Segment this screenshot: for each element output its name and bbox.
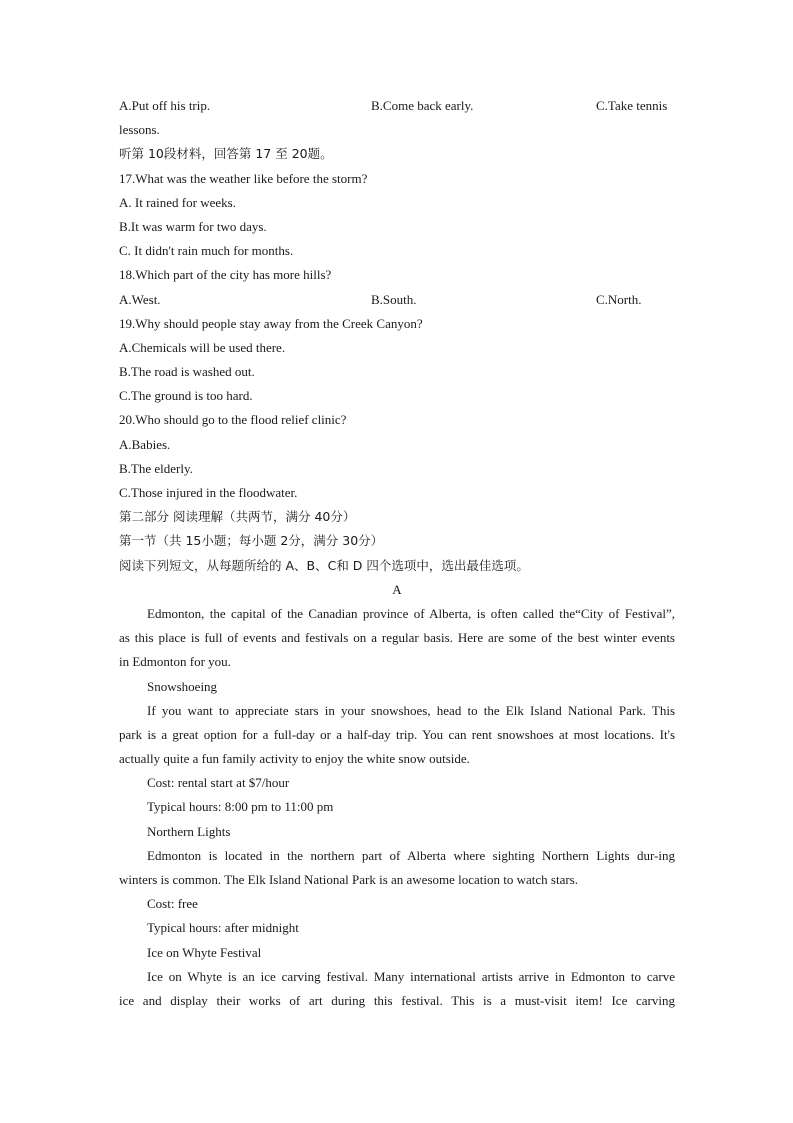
snowshoeing-hours: Typical hours: 8:00 pm to 11:00 pm	[147, 799, 334, 815]
passage-intro-line-3: in Edmonton for you.	[119, 654, 231, 670]
q18-option-c: C.North.	[596, 291, 642, 307]
q20-option-c: C.Those injured in the floodwater.	[119, 485, 298, 500]
northern-lights-title: Northern Lights	[147, 823, 231, 839]
q16-option-b: B.Come back early.	[371, 98, 474, 113]
section10-instruction: 听第 10段材料，回答第 17 至 20题。	[119, 146, 333, 162]
q18-question: 18.Which part of the city has more hills?	[119, 267, 332, 283]
q17-option-a: A. It rained for weeks.	[119, 194, 236, 210]
q16-options-row	[119, 94, 675, 118]
northern-lights-hours: Typical hours: after midnight	[147, 920, 299, 936]
snowshoeing-body-line-1: If you want to appreciate stars in your snowshoes, head to the Elk Island National Park. This	[147, 702, 675, 718]
passage-label: A	[392, 581, 402, 597]
q18-options-row	[119, 288, 675, 312]
snowshoeing-body-line-2: park is a great option for a full-day or a half-day trip. You can rent snowshoes at most locations. It's	[119, 726, 675, 742]
q16-option-a: A.Put off his trip.	[119, 98, 211, 113]
q18-option-a: A.West.	[119, 291, 161, 307]
reading-instruction: 阅读下列短文，从每题所给的 A、B、C和 D 四个选项中，选出最佳选项。	[119, 557, 529, 573]
q19-option-c: C.The ground is too hard.	[119, 388, 253, 404]
northern-lights-cost: Cost: free	[147, 896, 198, 912]
snowshoeing-title: Snowshoeing	[147, 678, 218, 694]
q16-option-c-continued: lessons.	[119, 122, 160, 138]
q20-option-b: B.The elderly.	[119, 460, 193, 476]
q19-option-b: B.The road is washed out.	[119, 364, 255, 380]
q19-option-a: A.Chemicals will be used there.	[119, 339, 286, 355]
q16-option-c: C.Take tennis	[596, 98, 668, 113]
q20-option-a: A.Babies.	[119, 436, 171, 452]
ice-on-whyte-title: Ice on Whyte Festival	[147, 944, 262, 960]
passage-intro-line-2: as this place is full of events and festivals on a regular basis. Here are some of the best winter events	[119, 630, 675, 646]
q20-question: 20.Who should go to the flood relief clinic?	[119, 412, 347, 428]
document-page	[119, 94, 675, 1013]
q19-question: 19.Why should people stay away from the Creek Canyon?	[119, 315, 423, 331]
q17-option-c: C. It didn't rain much for months.	[119, 243, 294, 259]
snowshoeing-body-line-3: actually quite a fun family activity to enjoy the white snow outside.	[119, 751, 470, 767]
northern-lights-body-line-2: winters is common. The Elk Island National Park is an awesome location to watch stars.	[119, 872, 578, 887]
q18-option-b: B.South.	[371, 291, 417, 307]
snowshoeing-cost: Cost: rental start at $7/hour	[147, 775, 290, 791]
part2-heading: 第二部分 阅读理解（共两节，满分 40分）	[119, 509, 356, 525]
q17-question: 17.What was the weather like before the storm?	[119, 170, 368, 186]
section1-heading: 第一节（共 15小题；每小题 2分，满分 30分）	[119, 533, 384, 549]
q17-option-b: B.It was warm for two days.	[119, 218, 267, 234]
passage-intro-line-1: Edmonton, the capital of the Canadian province of Alberta, is often called the“City of Festival”,	[147, 605, 675, 621]
ice-on-whyte-body-line-2: ice and display their works of art during this festival. This is a must-visit item! Ice carving	[119, 992, 675, 1008]
northern-lights-body-line-1: Edmonton is located in the northern part of Alberta where sighting Northern Lights dur-ing	[147, 847, 675, 863]
ice-on-whyte-body-line-1: Ice on Whyte is an ice carving festival. Many international artists arrive in Edmonton to carve	[147, 968, 675, 984]
